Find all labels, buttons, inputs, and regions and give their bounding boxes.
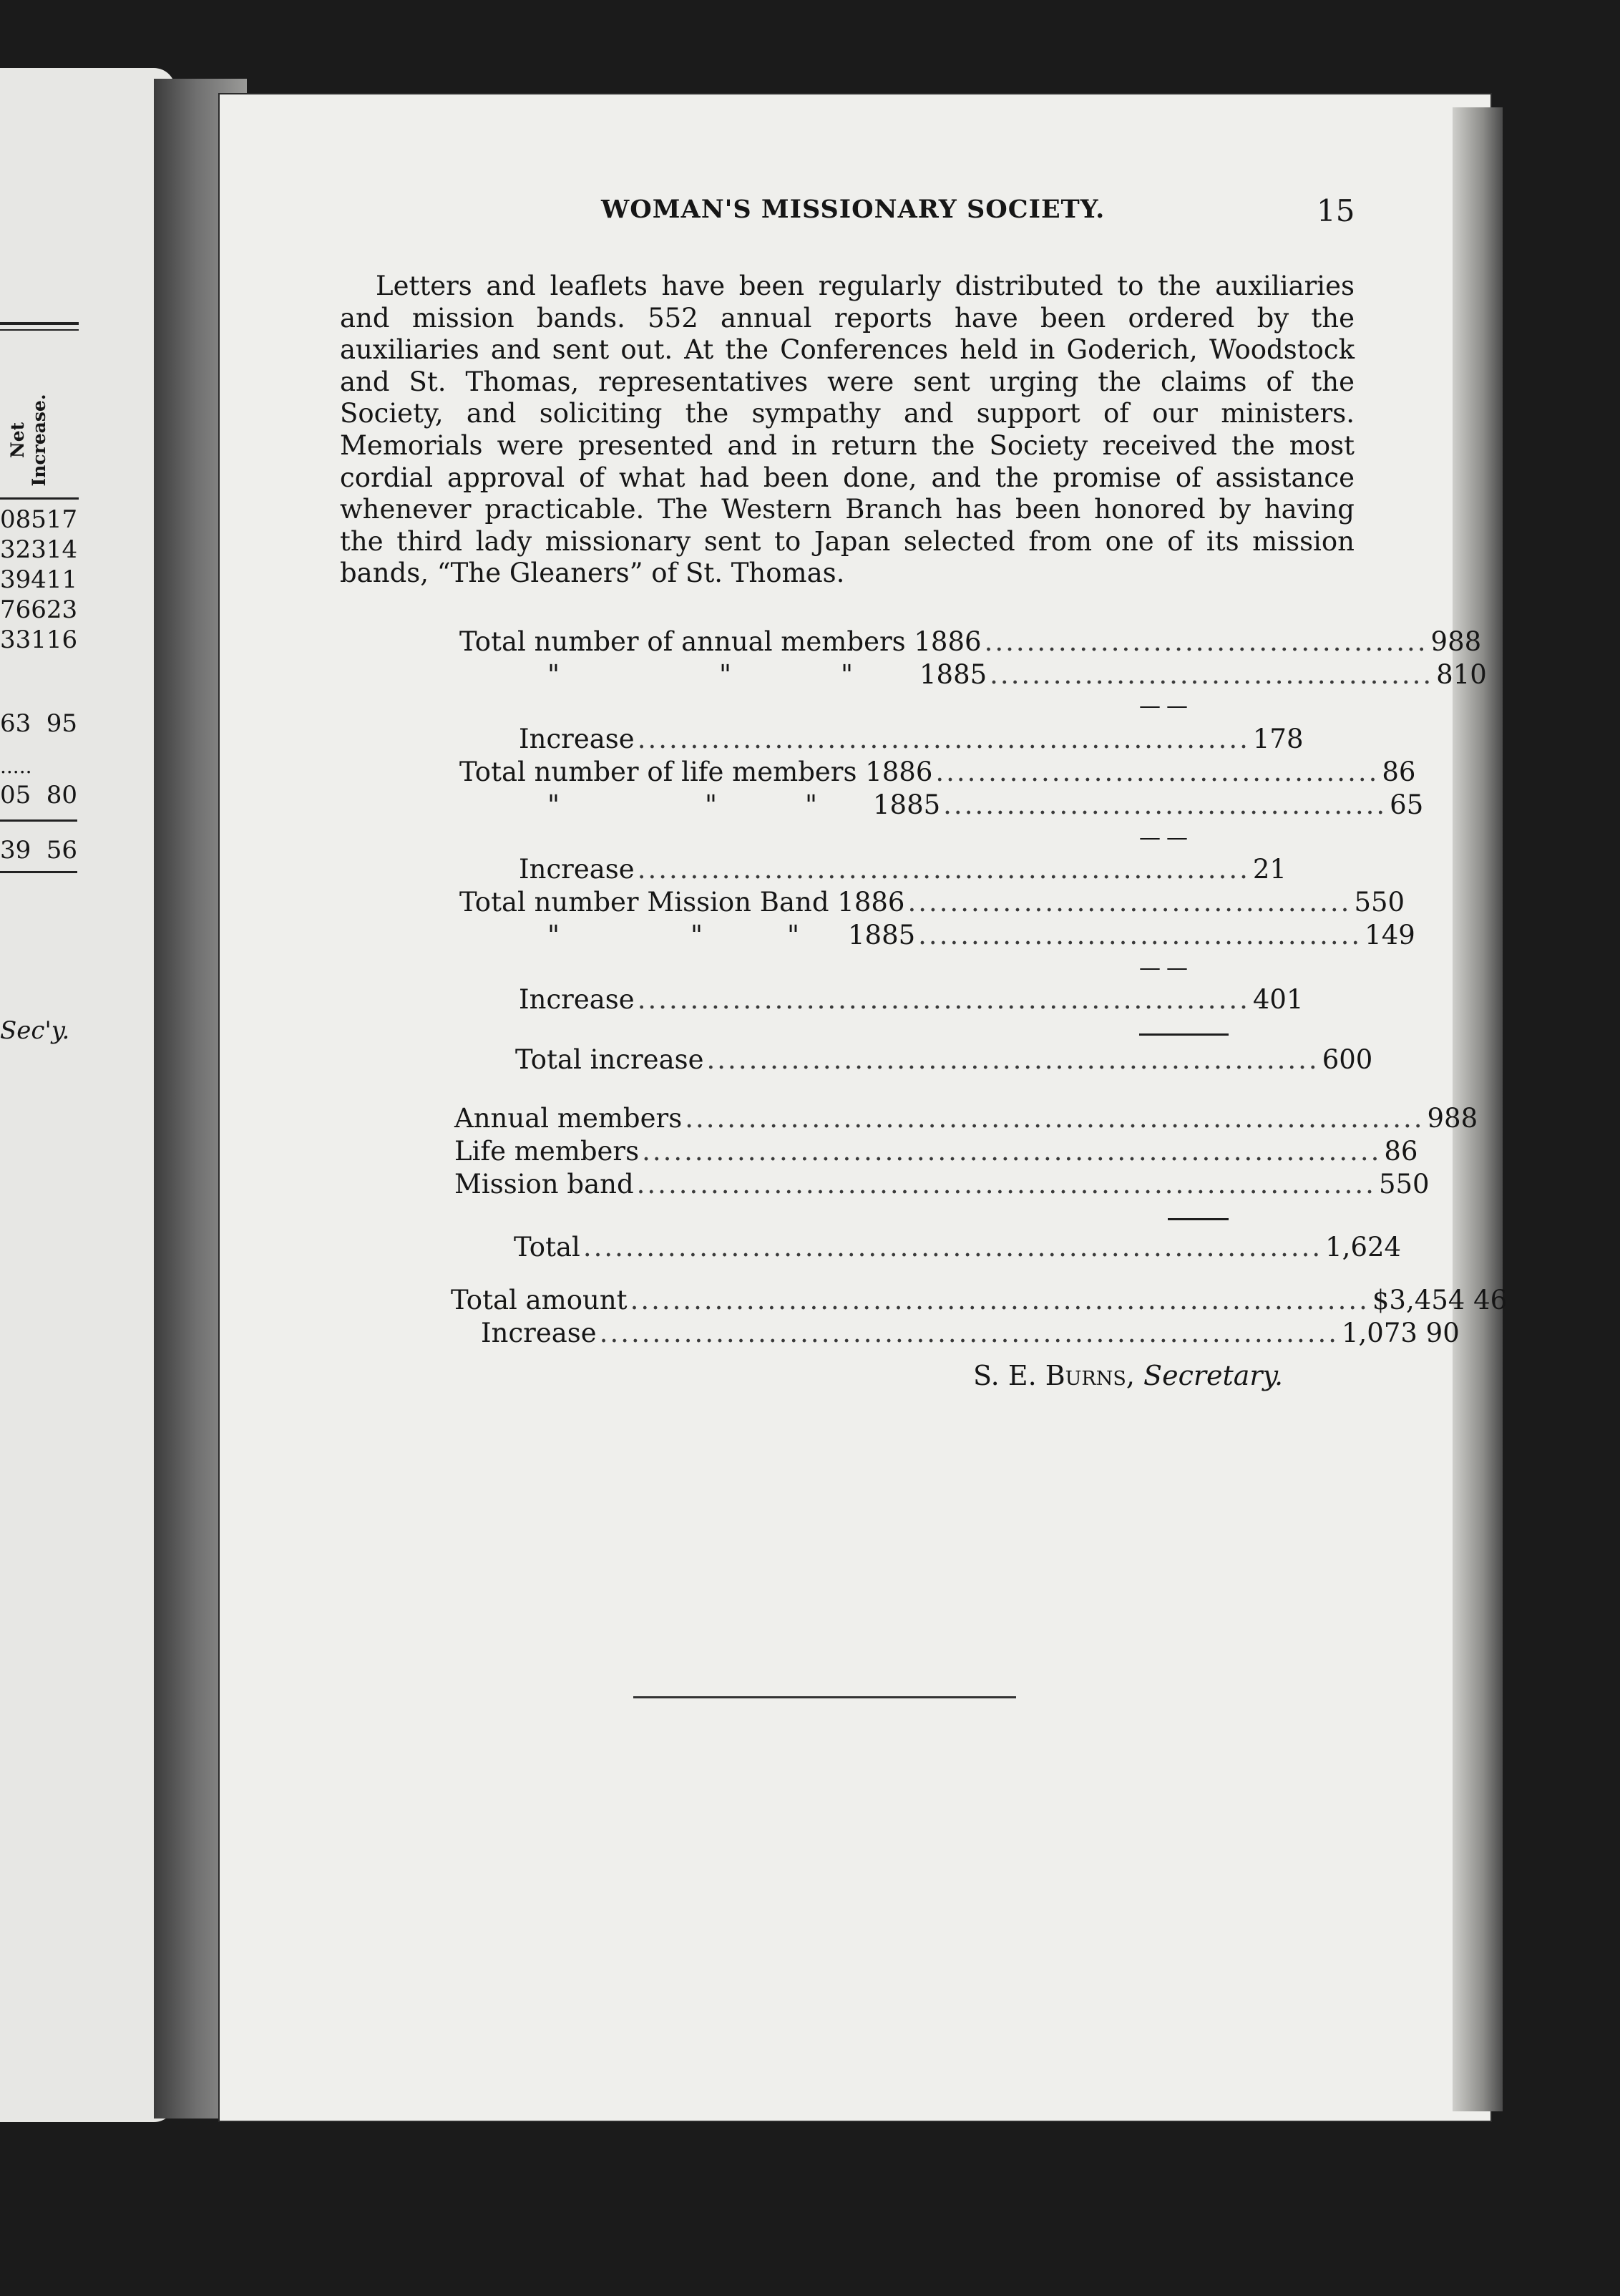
stat-value: 988 (1427, 1103, 1478, 1134)
stat-label: Mission band (454, 1169, 634, 1200)
stat-label: Total number Mission Band 1886 (459, 887, 905, 918)
left-page-top-rule (0, 322, 79, 325)
stat-band-1886 (459, 886, 1405, 919)
left-row: 323 14 (0, 535, 78, 564)
leader-dots: .......................................... (984, 626, 1428, 657)
stat-band-1885 (547, 919, 1415, 952)
leader-dots: ...................................................................... (642, 1136, 1382, 1167)
left-total-rule (0, 871, 77, 873)
leader-dots: ...................................................................... (582, 1232, 1323, 1263)
leader-dots: .......................................... (943, 789, 1387, 820)
dash-rule: —— (1139, 825, 1194, 850)
report-paragraph (340, 271, 1355, 590)
stat-year: 1885 (873, 789, 941, 820)
dash-rule: —— (1139, 694, 1194, 719)
stat-label: Life members (454, 1136, 640, 1167)
sum-rule (1139, 1033, 1229, 1036)
stat-year: 1885 (848, 920, 916, 950)
leader-dots: .......................................... (918, 920, 1362, 950)
stat-annual-increase (519, 723, 1304, 756)
stat-year: 1885 (919, 659, 987, 690)
leader-dots: .......................................... (907, 887, 1352, 918)
leader-dots: .......................................................... (637, 984, 1250, 1015)
stat-value: 21 (1252, 854, 1287, 885)
stat-value: 1,624 (1325, 1232, 1402, 1263)
stat-value: 1,073 90 (1342, 1318, 1460, 1348)
stat-total (514, 1231, 1402, 1264)
stat-label: Annual members (454, 1103, 683, 1134)
stat-label: Increase (519, 984, 635, 1015)
stat-value: 600 (1322, 1044, 1373, 1075)
left-row: 085 17 (0, 505, 78, 534)
stat-label: Increase (519, 854, 635, 885)
left-secy: Sec'y. (0, 1016, 70, 1045)
closing-rule (633, 1696, 1016, 1698)
dash-rule: —— (1139, 955, 1194, 981)
leader-dots: ...................................................................... (599, 1318, 1339, 1348)
left-row-2: 05 80 (0, 781, 77, 809)
left-dots: ..... (0, 754, 32, 778)
left-page-header-rule (0, 497, 79, 500)
stat-life-members (454, 1135, 1418, 1168)
stat-value: 550 (1378, 1169, 1430, 1200)
ditto-marks: " " " (547, 659, 854, 690)
left-page-top-rule-thin (0, 329, 79, 331)
left-row: 331 16 (0, 626, 78, 654)
stat-total-amount (451, 1284, 1508, 1317)
leader-dots: .......................................................... (637, 724, 1250, 754)
stat-label: Total (514, 1232, 580, 1263)
stat-value: 988 (1430, 626, 1482, 657)
stat-annual-1885 (547, 658, 1487, 691)
left-subtotal-row: 63 95 (0, 709, 77, 738)
stat-label: Total number of annual members 1886 (459, 626, 982, 657)
stat-label: Increase (481, 1318, 597, 1348)
stat-mission-band (454, 1168, 1430, 1201)
stat-value: 149 (1365, 920, 1415, 950)
stat-annual-members (454, 1102, 1478, 1135)
stat-annual-1886 (459, 626, 1482, 658)
leader-dots: .......................................... (990, 659, 1434, 690)
stat-band-increase (519, 983, 1304, 1016)
stat-value: 178 (1252, 724, 1304, 754)
left-rule (0, 819, 77, 822)
stat-value: 401 (1252, 984, 1304, 1015)
net-increase-header: Net Increase. (7, 394, 49, 487)
stat-label: Total number of life members 1886 (459, 757, 933, 787)
signature-title: Secretary. (1143, 1360, 1284, 1391)
stat-amount-increase (481, 1317, 1460, 1350)
running-head: WOMAN'S MISSIONARY SOCIETY. (601, 195, 1106, 224)
stat-life-1886 (459, 756, 1416, 789)
stat-label: Total amount (451, 1285, 628, 1315)
stat-life-1885 (547, 789, 1424, 822)
stat-value: 65 (1390, 789, 1424, 820)
left-row: 394 11 (0, 565, 78, 594)
stat-value: 86 (1382, 757, 1416, 787)
leader-dots: ...................................................................... (685, 1103, 1425, 1134)
leader-dots: ...................................................................... (636, 1169, 1376, 1200)
stat-value: 550 (1354, 887, 1405, 918)
stat-life-increase (519, 853, 1287, 886)
leader-dots: .......................................................... (637, 854, 1250, 885)
stat-value: 810 (1436, 659, 1487, 690)
stat-total-increase (515, 1044, 1373, 1076)
leader-dots: .......................................... (935, 757, 1380, 787)
ditto-marks: " " " (547, 920, 800, 950)
left-row: 766 23 (0, 595, 78, 624)
signature (973, 1360, 1283, 1391)
left-total-row: 39 56 (0, 836, 77, 865)
stat-label: Total increase (515, 1044, 704, 1075)
ditto-marks: " " " (547, 789, 818, 820)
stat-value: $3,454 46 (1372, 1285, 1508, 1315)
left-page (0, 68, 175, 2122)
paragraph-text: Letters and leaflets have been regularly distributed to the auxiliaries and mission bands. 552 annual reports have been ordered by the auxiliaries and sent out. At the Conferences held in Goderich, Woodstock and St. Thomas, representatives were sent urging the claims of the Society, and soliciting the sympathy and support of our ministers. Memorials were presented and in return the Society received the most cordial approval of what had been done, and the promise of assistance whenever practicable. The Western Branch has been honored by having the third lady missionary sent to Japan selected from one of its mission bands, “The Gleaners” of St. Thomas. (340, 271, 1355, 589)
stat-value: 86 (1384, 1136, 1418, 1167)
sum-rule (1168, 1218, 1229, 1220)
page-number: 15 (1317, 193, 1355, 228)
leader-dots: .......................................................... (706, 1044, 1319, 1075)
leader-dots: ...................................................................... (630, 1285, 1370, 1315)
signature-name: S. E. Burns, (973, 1360, 1135, 1391)
stat-label: Increase (519, 724, 635, 754)
